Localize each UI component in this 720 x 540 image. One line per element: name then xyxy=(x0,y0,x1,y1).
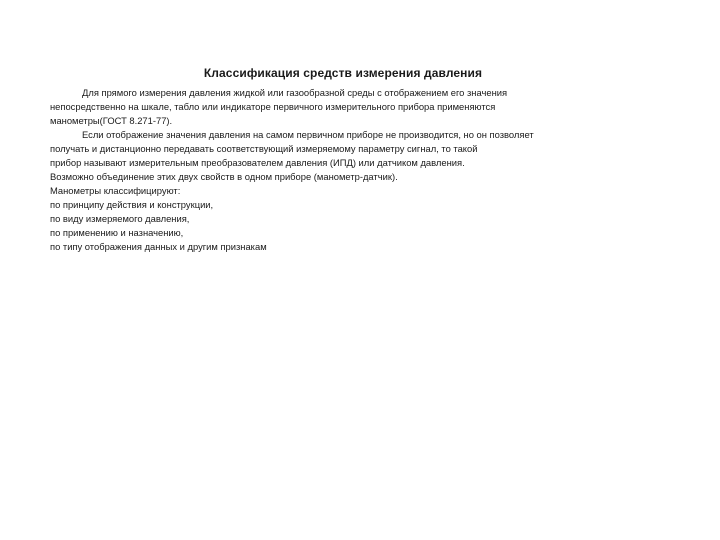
document-body xyxy=(50,86,650,254)
paragraph-3-line-1: Возможно объединение этих двух свойств в одном приборе (манометр-датчик). xyxy=(50,171,398,182)
paragraph-2-line-2: получать и дистанционно передавать соответствующий измеряемому параметру сигнал, то такой xyxy=(50,143,478,154)
paragraph-2-line-3: прибор называют измерительным преобразователем давления (ИПД) или датчиком давления. xyxy=(50,157,465,168)
paragraph-2-line-1: Если отображение значения давления на самом первичном приборе не производится, но он позволяет xyxy=(82,129,534,140)
paragraph-1-line-2: непосредственно на шкале, табло или индикаторе первичного измерительного прибора применяются xyxy=(50,101,496,112)
paragraph-1-line-1: Для прямого измерения давления жидкой или газообразной среды с отображением его значения xyxy=(82,87,508,98)
list-item: по виду измеряемого давления, xyxy=(50,213,190,224)
paragraph-1-line-3: манометры(ГОСТ 8.271-77). xyxy=(50,115,173,126)
list-item: по типу отображения данных и другим признакам xyxy=(50,241,267,252)
list-intro: Манометры классифицируют: xyxy=(50,185,181,196)
list-item: по принципу действия и конструкции, xyxy=(50,199,214,210)
document-title: Классификация средств измерения давления xyxy=(203,66,483,80)
list-item: по применению и назначению, xyxy=(50,227,184,238)
